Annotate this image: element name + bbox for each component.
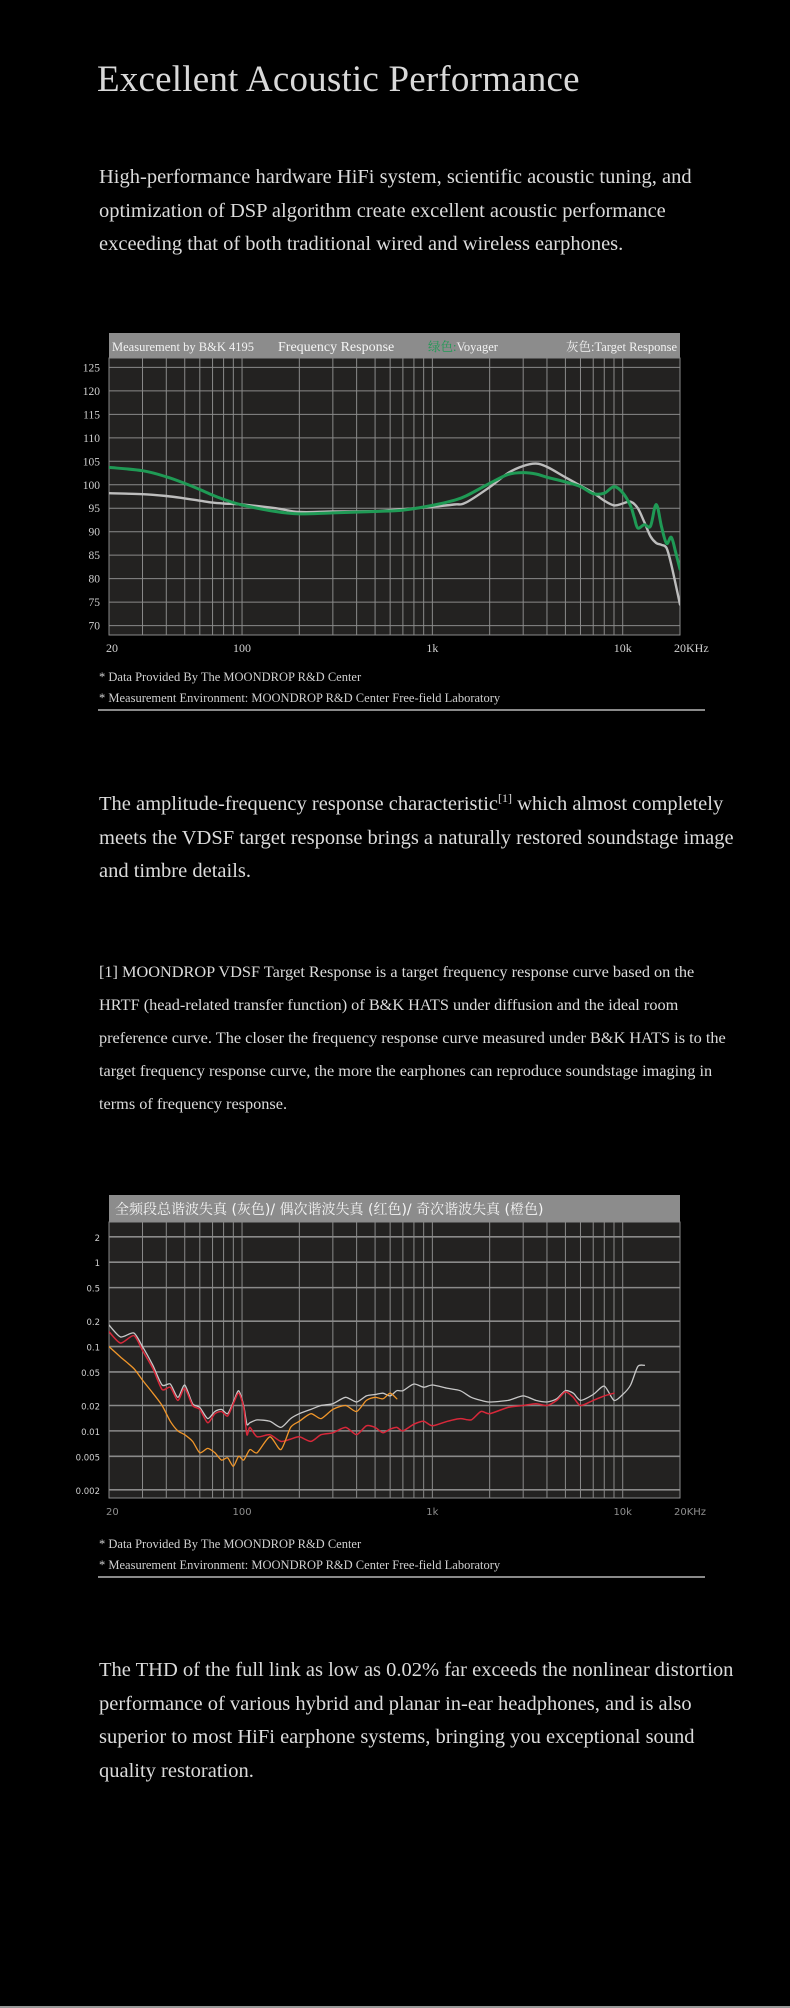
- thd-xtick-label: 100: [232, 1507, 252, 1518]
- fr-legend-target: 灰色:Target Response: [565, 340, 677, 354]
- thd-xtick-label: 10k: [613, 1507, 632, 1518]
- fr-paragraph: The amplitude-frequency response characteristic[1] which almost completely meets the VDSF target response brings a naturally restored soundstage image and timbre details.: [99, 791, 734, 882]
- thd-ytick-label: 0.05: [81, 1368, 100, 1379]
- frequency-response-chart: [0, 330, 790, 655]
- thd-plot-area: [76, 1222, 706, 1518]
- fr-legend-target-prefix: 灰色: [565, 340, 591, 354]
- fr-legend-voyager: 绿色:Voyager: [428, 340, 498, 354]
- fr-notes: [99, 667, 500, 709]
- fr-xtick-label: 1k: [426, 641, 439, 655]
- intro-paragraph: High-performance hardware HiFi system, scientific acoustic tuning, and optimization of DSP algorithm create excellent acoustic performance exceeding that of both traditional wired and wireless earphones.: [99, 166, 692, 255]
- thd-notes: [99, 1534, 500, 1576]
- thd-xtick-label: 20: [106, 1507, 119, 1518]
- fr-ytick-label: 105: [82, 456, 100, 469]
- fr-chart-title: Frequency Response: [278, 340, 395, 355]
- thd-ytick-label: 2: [94, 1233, 100, 1244]
- fr-ytick-label: 95: [88, 503, 100, 516]
- thd-svg: [0, 1190, 790, 1518]
- fr-note-data-provided: * Data Provided By The MOONDROP R&D Center: [99, 670, 362, 684]
- page-heading: Excellent Acoustic Performance: [97, 59, 580, 100]
- fr-legend-voyager-prefix: 绿色: [428, 340, 454, 354]
- thd-note-data-provided: * Data Provided By The MOONDROP R&D Center: [99, 1537, 362, 1551]
- fr-ytick-label: 75: [88, 597, 100, 610]
- fr-xtick-label: 20: [106, 641, 118, 655]
- fr-ytick-label: 120: [82, 385, 100, 398]
- fr-plot-area: [83, 358, 709, 655]
- fr-ytick-label: 125: [82, 362, 100, 375]
- fr-legend-voyager-name: Voyager: [456, 340, 498, 354]
- thd-ytick-label: 0.02: [81, 1402, 100, 1413]
- fr-ytick-label: 85: [88, 550, 100, 563]
- fr-header-left: Measurement by B&K 4195: [112, 340, 254, 354]
- fr-xtick-label: 10k: [613, 641, 632, 655]
- fr-plot-bg: [109, 358, 680, 635]
- fr-divider: [98, 709, 705, 711]
- thd-ytick-label: 0.1: [86, 1343, 100, 1354]
- thd-divider: [98, 1576, 705, 1578]
- thd-ytick-label: 0.002: [75, 1486, 100, 1497]
- thd-chart: [0, 1190, 790, 1518]
- thd-note-environment: * Measurement Environment: MOONDROP R&D Center Free-field Laboratory: [99, 1558, 501, 1572]
- thd-paragraph: The THD of the full link as low as 0.02% far exceeds the nonlinear distortion performance of various hybrid and planar in-ear headphones, and is also superior to most HiFi earphone systems, bringing you exceptional sound quality restoration.: [99, 1659, 734, 1782]
- thd-ytick-label: 0.005: [75, 1453, 100, 1464]
- fr-ytick-label: 115: [83, 409, 100, 422]
- fr-note-environment: * Measurement Environment: MOONDROP R&D Center Free-field Laboratory: [99, 691, 501, 705]
- footnote-ref[interactable]: [1]: [498, 791, 512, 805]
- footnote-paragraph: [1] MOONDROP VDSF Target Response is a target frequency response curve based on the HRTF (head-related transfer function) of B&K HATS under diffusion and the ideal room preference curve. The closer the frequency response curve measured under B&K HATS is to the target frequency response curve, the more the earphones can reproduce soundstage imaging in terms of frequency response.: [99, 962, 726, 1113]
- fr-ytick-label: 70: [88, 620, 100, 633]
- frequency-response-svg: [0, 330, 790, 655]
- thd-ytick-label: 1: [94, 1259, 100, 1270]
- fr-legend-target-name: Target Response: [594, 340, 677, 354]
- fr-xtick-label: 20KHz: [674, 641, 709, 655]
- fr-xtick-label: 100: [233, 641, 252, 655]
- fr-ytick-label: 110: [83, 432, 100, 445]
- fr-ytick-label: 100: [82, 479, 100, 492]
- thd-xtick-label: 1k: [426, 1507, 439, 1518]
- fr-ytick-label: 90: [88, 526, 100, 539]
- thd-chart-title: 全频段总谐波失真 (灰色)/ 偶次谐波失真 (红色)/ 奇次谐波失真 (橙色): [115, 1202, 544, 1218]
- thd-ytick-label: 0.5: [86, 1284, 100, 1295]
- fr-ytick-label: 80: [88, 573, 100, 586]
- thd-ytick-label: 0.2: [86, 1318, 100, 1329]
- thd-xtick-label: 20KHz: [674, 1507, 707, 1518]
- thd-ytick-label: 0.01: [81, 1427, 100, 1438]
